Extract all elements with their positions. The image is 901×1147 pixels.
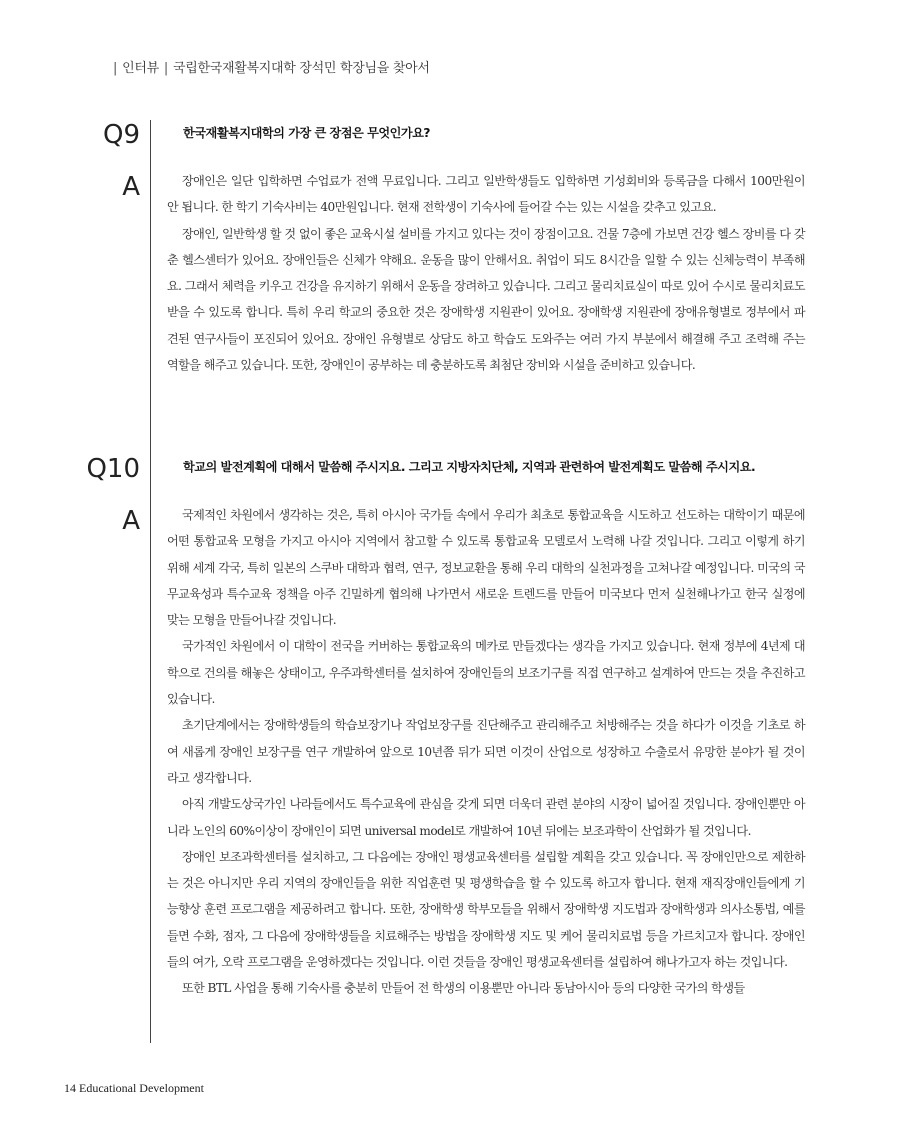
q10-question: 학교의 발전계획에 대해서 말씀해 주시지요. 그리고 지방자치단체, 지역과 관련하여 발전계획도 말씀해 주시지요. xyxy=(183,460,756,474)
vertical-rule xyxy=(150,120,151,1043)
answer-paragraph: 아직 개발도상국가인 나라들에서도 특수교육에 관심을 갖게 되면 더욱더 관련 분야의 시장이 넓어질 것입니다. 장애인뿐만 아니라 노인의 60%이상이 장애인이 되면 universal model로 개발하여 10년 뒤에는 보조과학이 산업화가 될 것입니다. xyxy=(167,797,805,838)
header-divider: | xyxy=(113,61,118,76)
q9-answer xyxy=(167,168,805,378)
answer-paragraph: 장애인 보조과학센터를 설치하고, 그 다음에는 장애인 평생교육센터를 설립할 계획을 갖고 있습니다. 꼭 장애인만으로 제한하는 것은 아니지만 우리 지역의 장애인들을 위한 직업훈련 및 평생학습을 할 수 있도록 하고자 합니다. 현재 재직장애인들에게 기능향상 훈련 프로그램을 제공하려고 합니다. 또한, 장애학생 학부모들을 위해서 장애학생 지도법과 장애학생과 의사소통법, 예를 들면 수화, 점자, 그 다음에 장애학생들을 치료해주는 방법을 장애학생 지도 및 케어 물리치료법 등을 가르치고자 합니다. 장애인들의 여가, 오락 프로그램을 운영하겠다는 것입니다. 이런 것들을 장애인 평생교육센터를 설립하여 해나가고자 하는 것입니다. xyxy=(167,849,805,970)
q10-label: Q10 xyxy=(86,454,140,484)
publication-name: Educational Development xyxy=(79,1081,204,1095)
q9-question: 한국재활복지대학의 가장 큰 장점은 무엇인가요? xyxy=(183,126,431,140)
header-title: 국립한국재활복지대학 장석민 학장님을 찾아서 xyxy=(172,61,430,76)
running-header xyxy=(108,57,430,76)
q10-answer-label: A xyxy=(122,506,140,536)
q10-answer xyxy=(167,502,805,1002)
answer-paragraph: 국가적인 차원에서 이 대학이 전국을 커버하는 통합교육의 메카로 만들겠다는 생각을 가지고 있습니다. 현재 정부에 4년제 대학으로 건의를 해놓은 상태이고, 우주과학센터를 설치하여 장애인들의 보조기구를 직접 연구하고 설계하여 만드는 것을 추진하고 있습니다. xyxy=(167,639,805,707)
answer-paragraph: 또한 BTL 사업을 통해 기숙사를 충분히 만들어 전 학생의 이용뿐만 아니라 동남아시아 등의 다양한 국가의 학생들 xyxy=(182,981,745,996)
page-number: 14 xyxy=(64,1081,76,1095)
header-divider: | xyxy=(163,61,168,76)
q9-answer-label: A xyxy=(122,172,140,202)
page-footer xyxy=(64,1081,204,1096)
answer-paragraph: 장애인, 일반학생 할 것 없이 좋은 교육시설 설비를 가지고 있다는 것이 장점이고요. 건물 7층에 가보면 건강 헬스 장비를 다 갖춘 헬스센터가 있어요. 장애인들은 신체가 약해요. 운동을 많이 안해서요. 취업이 되도 8시간을 일할 수 있는 신체능력이 부족해요. 그래서 체력을 키우고 건강을 유지하기 위해서 운동을 장려하고 있습니다. 그리고 물리치료실이 따로 있어 수시로 물리치료도 받을 수 있도록 합니다. 특히 우리 학교의 중요한 것은 장애학생 지원관이 있어요. 장애학생 지원관에 장애유형별로 정부에서 파견된 연구사들이 포진되어 있어요. 장애인 유형별로 상담도 하고 학습도 도와주는 여러 가지 부분에서 해결해 주고 조력해 주는 역할을 해주고 있습니다. 또한, 장애인이 공부하는 데 충분하도록 최첨단 장비와 시설을 준비하고 있습니다. xyxy=(167,226,805,373)
answer-paragraph: 국제적인 차원에서 생각하는 것은, 특히 아시아 국가들 속에서 우리가 최초로 통합교육을 시도하고 선도하는 대학이기 때문에 어떤 통합교육 모형을 가지고 아시아 지역에서 참고할 수 있도록 통합교육 모델로서 노력해 나갈 것입니다. 그리고 이렇게 하기 위해 세계 각국, 특히 일본의 스쿠바 대학과 협력, 연구, 정보교환을 통해 우리 대학의 실천과정을 고쳐나갈 예정입니다. 미국의 국무교육성과 특수교육 정책을 아주 긴밀하게 협의해 나가면서 새로운 트렌드를 만들어 미국보다 먼저 실천해나가고 한국 실정에 맞는 모형을 만들어나갈 것입니다. xyxy=(167,508,805,628)
answer-paragraph: 초기단계에서는 장애학생들의 학습보장기나 작업보장구를 진단해주고 관리해주고 처방해주는 것을 하다가 이것을 기초로 하여 새롭게 장애인 보장구를 연구 개발하여 앞으로 10년쯤 뒤가 되면 이것이 산업으로 성장하고 수출로서 유망한 분야가 될 것이라고 생각합니다. xyxy=(167,718,805,785)
header-section: 인터뷰 xyxy=(122,61,159,76)
answer-paragraph: 장애인은 일단 입학하면 수업료가 전액 무료입니다. 그리고 일반학생들도 입학하면 기성회비와 등록금을 다해서 100만원이 안 됩니다. 한 학기 기숙사비는 40만원입니다. 현재 전학생이 기숙사에 들어갈 수는 있는 시설을 갖추고 있고요. xyxy=(167,174,805,215)
q9-label: Q9 xyxy=(102,120,140,150)
